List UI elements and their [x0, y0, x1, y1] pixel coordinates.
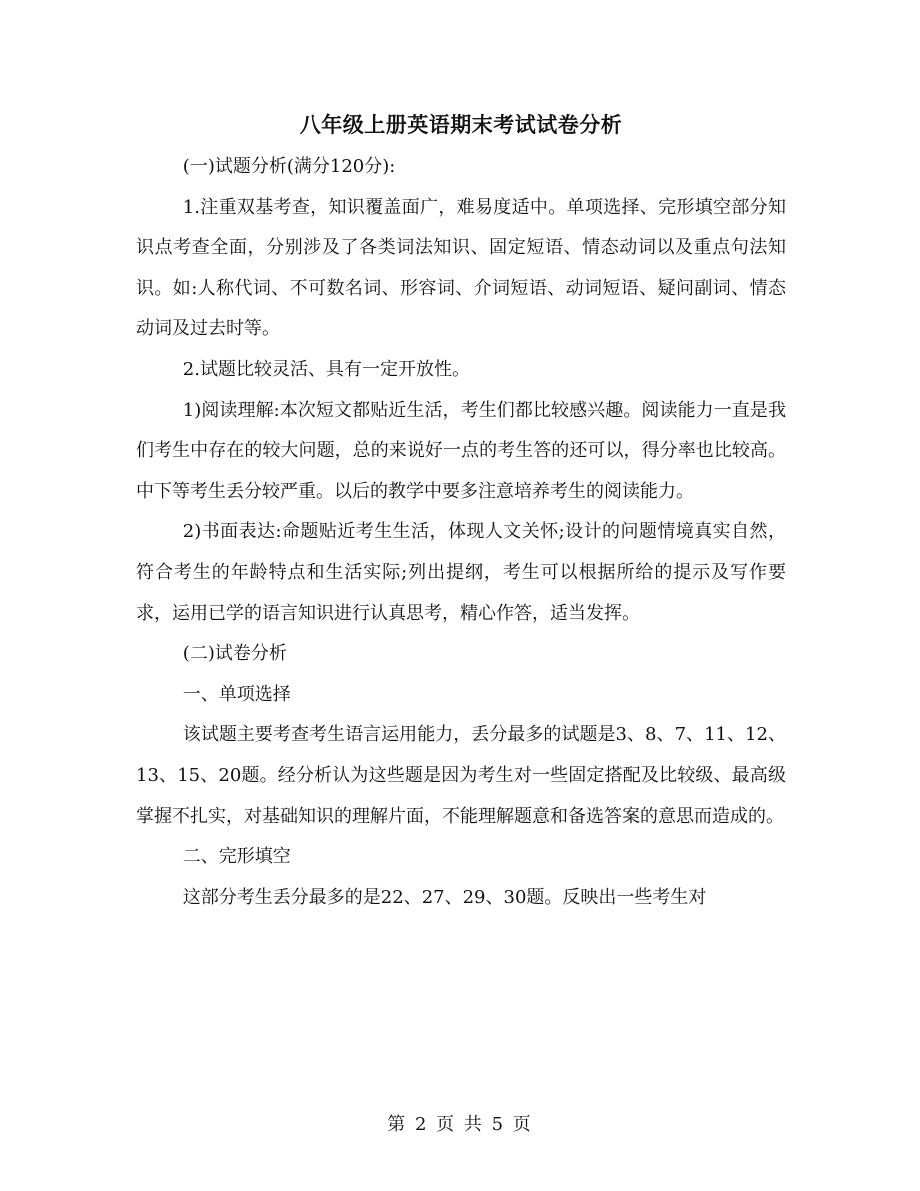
document-page: [136, 105, 786, 918]
subheading-single-choice: 一、单项选择: [182, 683, 291, 705]
document-title: 八年级上册英语期末考试试卷分析: [299, 113, 623, 137]
paragraph-flexibility: 2.试题比较灵活、具有一定开放性。: [182, 358, 470, 380]
paragraph-reading-comprehension: 1)阅读理解:本次短文都贴近生活，考生们都比较感兴趣。阅读能力一直是我们考生中存在的较大问题，总的来说好一点的考生答的还可以，得分率也比较高。中下等考生丢分较严重。以后的教学中要多注意培养考生的阅读能力。: [136, 399, 786, 502]
paragraph-basic-knowledge: 1.注重双基考查，知识覆盖面广，难易度适中。单项选择、完形填空部分知识点考查全面，分别涉及了各类词法知识、固定短语、情态动词以及重点句法知识。如:人称代词、不可数名词、形容词、介词短语、动词短语、疑问副词、情态动词及过去时等。: [136, 196, 786, 340]
section-heading-paper-analysis: (二)试卷分析: [182, 643, 287, 665]
subheading-cloze: 二、完形填空: [182, 846, 291, 868]
paragraph-cloze: 这部分考生丢分最多的是22、27、29、30题。反映出一些考生对: [182, 886, 707, 908]
paragraph-single-choice: 该试题主要考查考生语言运用能力，丢分最多的试题是3、8、7、11、12、13、15、20题。经分析认为这些题是因为考生对一些固定搭配及比较级、最高级掌握不扎实，对基础知识的理解片面，不能理解题意和备选答案的意思而造成的。: [136, 724, 786, 827]
section-heading-test-analysis: (一)试题分析(满分120分):: [182, 156, 396, 177]
paragraph-written-expression: 2)书面表达:命题贴近考生生活，体现人文关怀;设计的问题情境真实自然，符合考生的年龄特点和生活实际;列出提纲，考生可以根据所给的提示及写作要求，运用已学的语言知识进行认真思考，精心作答，适当发挥。: [136, 521, 786, 624]
page-number-footer: 第 2 页 共 5 页: [387, 1114, 533, 1135]
